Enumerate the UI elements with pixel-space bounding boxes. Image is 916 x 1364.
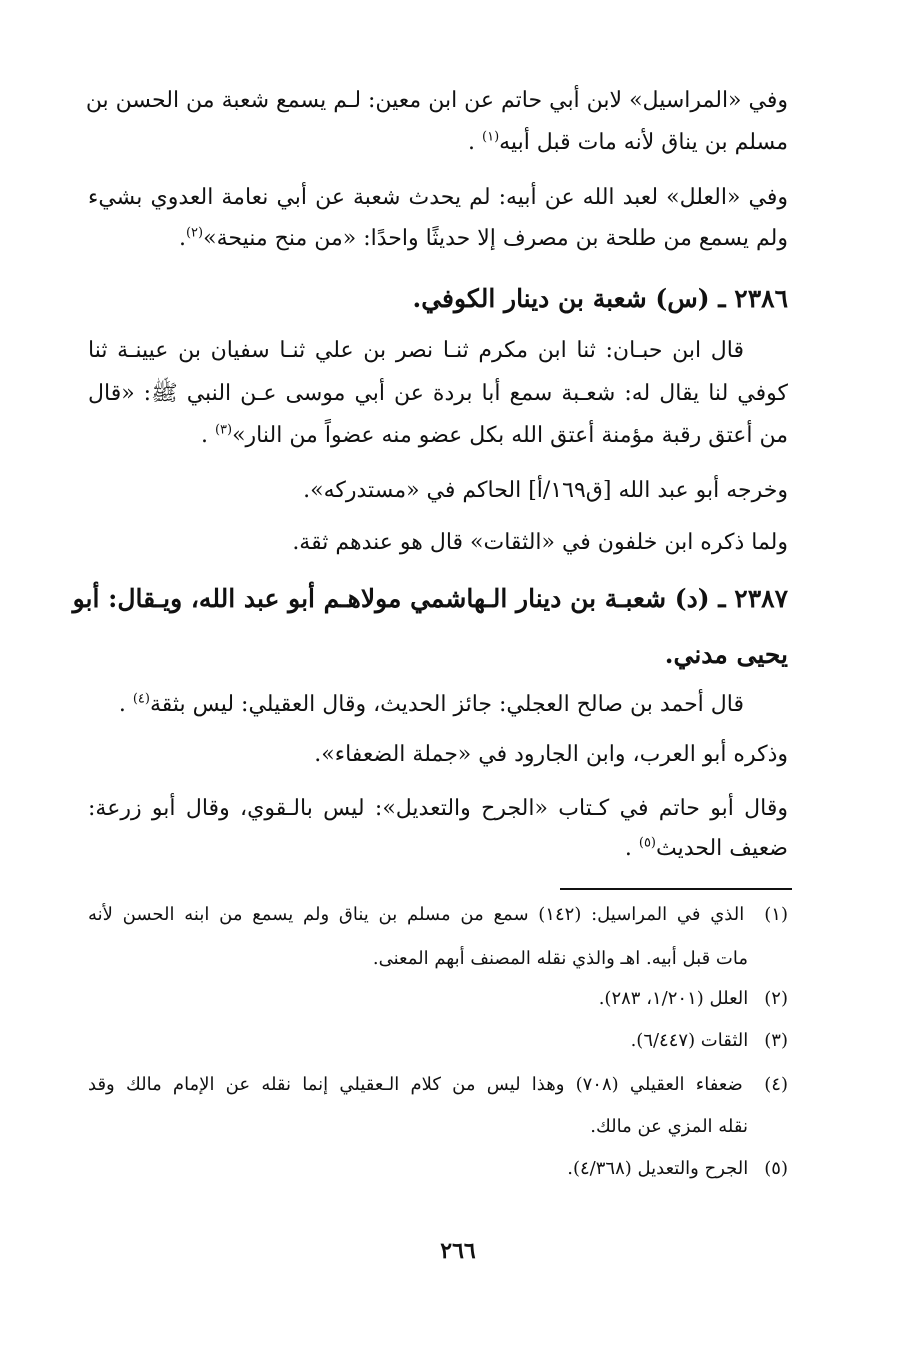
entry-heading-2387-cont: يحيى مدني. — [664, 640, 788, 669]
footnote-ref: (٣) — [214, 422, 233, 438]
footnote-3: (٣) الثقات (٦/٤٤٧). — [630, 1030, 788, 1051]
footnote-2: (٢) العلل (١/٢٠١، ٢٨٣). — [598, 988, 788, 1009]
footnote-1: (١) الذي في المراسيل: (١٤٢) سمع من مسلم بن يناق ولم يسمع من ابنه الحسن لأنه — [88, 904, 788, 925]
text-line: قال أحمد بن صالح العجلي: جائز الحديث، وقال العقيلي: ليس بثقة$^{(٤)}$ . — [118, 691, 744, 717]
text-line: وفي «العلل» لعبد الله عن أبيه: لم يحدث شعبة عن أبي نعامة العدوي بشيء — [88, 185, 788, 210]
footnote-ref: (٢) — [185, 225, 204, 241]
text-line: ضعيف الحديث$^{(٥)}$ . — [624, 835, 788, 861]
page-number: ٢٦٦ — [440, 1238, 476, 1264]
text-line: مسلم بن يناق لأنه مات قبل أبيه$^{(١)}$ . — [468, 129, 788, 155]
text-line: وخرجه أبو عبد الله [ق١٦٩/أ] الحاكم في «مستدركه». — [303, 478, 788, 503]
text-line: ولما ذكره ابن خلفون في «الثقات» قال هو عندهم ثقة. — [292, 530, 788, 555]
text-line: كوفي لنا يقال له: شعـبة سمع أبا بردة عن أبي موسى عـن النبي ﷺ: «قال — [88, 381, 788, 406]
footnote-4-cont: نقله المزي عن مالك. — [590, 1116, 748, 1137]
text-line: من أعتق رقبة مؤمنة أعتق الله بكل عضو منه عضواً من النار»$^{(٣)}$ . — [200, 422, 788, 448]
footnote-1-cont: مات قبل أبيه. اهـ والذي نقله المصنف أبهم المعنى. — [372, 948, 748, 969]
entry-heading-2387: ٢٣٨٧ ـ (د) شعبـة بن دينار الـهاشمي مولاهـم أبو عبد الله، ويـقال: أبو — [72, 584, 788, 613]
text-line: وفي «المراسيل» لابن أبي حاتم عن ابن معين: لـم يسمع شعبة من الحسن بن — [85, 88, 788, 113]
text-line: قال ابن حبـان: ثنا ابن مكرم ثنـا نصر بن علي ثنـا سفيان بن عيينـة ثنا — [88, 338, 744, 363]
footnote-ref: (٥) — [638, 835, 656, 851]
text-line: ولم يسمع من طلحة بن مصرف إلا حديثًا واحدًا: «من منح منيحة»$^{(٢)}$. — [178, 225, 788, 251]
footnote-divider — [560, 888, 792, 890]
footnote-4: (٤) ضعفاء العقيلي (٧٠٨) وهذا ليس من كلام الـعقيلي إنما نقله عن الإمام مالك وقد — [88, 1074, 788, 1095]
text-line: وذكره أبو العرب، وابن الجارود في «جملة الضعفاء». — [314, 742, 788, 767]
footnote-5: (٥) الجرح والتعديل (٤/٣٦٨). — [567, 1158, 788, 1179]
footnote-ref: (١) — [482, 129, 500, 145]
text-line: وقال أبو حاتم في كـتاب «الجرح والتعديل»: ليس بالـقوي، وقال أبو زرعة: — [88, 796, 788, 821]
footnote-ref: (٤) — [132, 691, 150, 707]
entry-heading-2386: ٢٣٨٦ ـ (س) شعبة بن دينار الكوفي. — [412, 284, 788, 313]
